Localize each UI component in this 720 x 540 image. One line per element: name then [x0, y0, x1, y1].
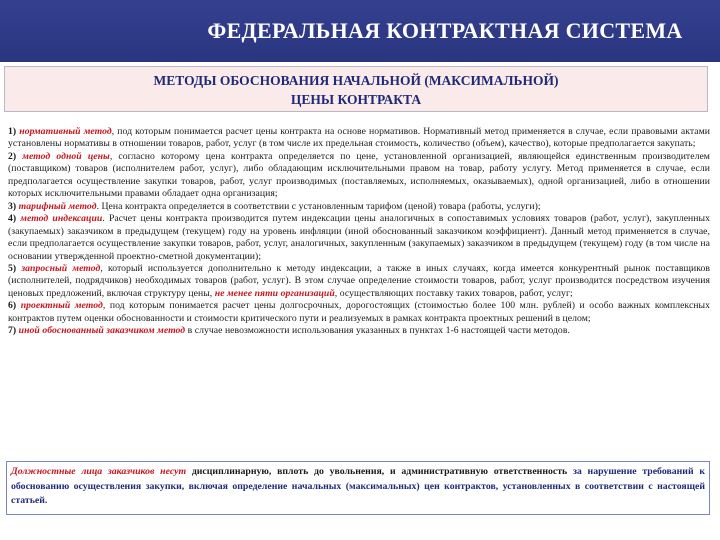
method-name: метод одной цены [22, 150, 110, 162]
method-number: 4) [8, 213, 21, 225]
method-item [8, 213, 710, 263]
method-text: , под которым понимается расчет цены долгосрочных, дорогостоящих (стоимостью более 100 млн. рублей) и особо важных комплексных контрактов путем оценки обоснованности и стоимости критического пути и реализуемых в рамках контракта проектных решений в целом; [8, 300, 710, 324]
method-number: 2) [8, 150, 23, 162]
liability-notice-text: за нарушение требований к обоснованию осуществления закупки, включая определение начальных (максимальных) цен контрактов, установленных в соответствии с настоящей статьей. [11, 466, 705, 506]
method-number: 7) [8, 325, 19, 337]
method-text: . Расчет цены контракта производится путем индексации цены аналогичных в сопоставимых условиях товаров (работ, услуг), закупленных (закупаемых) заказчиком в предыдущем (текущем) году на уровень инфляции (иной обоснованный заказчиком коэффициент). Данный метод применяется в случае, если предполагается осуществление закупки товаров, работ, услуг, аналогичных, закупленным (закупаемых) заказчиком в предыдущем (текущем) году (в том числе на основании утвержденной проектно-сметной документации); [8, 213, 710, 262]
method-text: . Цена контракта определяется в соответствии с установленным тарифом (ценой) товара (работы, услуги); [96, 200, 541, 212]
subtitle-line-1: МЕТОДЫ ОБОСНОВАНИЯ НАЧАЛЬНОЙ (МАКСИМАЛЬНОЙ) [153, 73, 559, 88]
method-item [8, 126, 710, 151]
method-text: , под которым понимается расчет цены контракта на основе нормативов. Нормативный метод применяется в случае, если правовыми актами установлены нормативы в отношении товаров, работ, услуг (в том числе их предельная стоимость, количество (объем), качество), которые предполагается закупать; [8, 126, 711, 150]
page-title: ФЕДЕРАЛЬНАЯ КОНТРАКТНАЯ СИСТЕМА [207, 18, 683, 43]
method-name: проектный метод [20, 300, 103, 312]
subtitle-box [4, 66, 708, 112]
subtitle-line-2: ЦЕНЫ КОНТРАКТА [290, 92, 422, 107]
method-number: 5) [8, 262, 22, 274]
method-item [8, 151, 710, 201]
method-text: , который используется дополнительно к методу индексации, а также в иных случаях, когда имеется конкурентный рынок поставщиков (исполнителей, подрядчиков) необходимых товаров (работ, услуг). В этом случае определение стоимости товаров, работ, услуг производится посредством изучения ценовых предложений, включая структуру цены, [8, 262, 710, 299]
method-item [8, 325, 710, 337]
liability-notice-emphasis: дисциплинарную, вплоть до увольнения, и административную ответственность [191, 466, 568, 477]
method-name: метод индексации [20, 213, 103, 225]
method-number: 1) [8, 126, 20, 137]
method-text-after: , осуществляющих поставку таких товаров, работ, услуг; [334, 287, 573, 299]
method-number: 6) [8, 300, 21, 312]
methods-list [8, 126, 710, 338]
liability-notice [6, 461, 710, 515]
method-item [8, 263, 710, 300]
header-divider [0, 62, 720, 64]
method-highlight: не менее пяти организаций [214, 287, 335, 299]
method-name: запросный метод [21, 262, 101, 274]
method-item [8, 201, 710, 213]
method-number: 3) [8, 200, 19, 212]
method-name: нормативный метод [19, 126, 112, 137]
method-name: иной обоснованный заказчиком метод [18, 325, 186, 337]
method-item [8, 300, 710, 325]
method-text: , согласно которому цена контракта определяется по цене, установленной организацией, являющейся единственным производителем (поставщиком) товаров (исполнителем работ, услуг), либо обладающим исключительными правом на товар, работу услугу. Метод применяется в случае, если предполагается осуществление закупки товаров, работ, услуг производимых (поставляемых, исполняемых, оказываемых), одной организацией, либо в отношении которых исключительными правами обладает одна организация; [8, 150, 710, 200]
method-text: в случае невозможности использования указанных в пунктах 1-6 настоящей части методов. [185, 325, 570, 337]
liability-notice-lead: Должностные лица заказчиков несут [11, 466, 192, 477]
method-name: тарифный метод [18, 200, 97, 212]
